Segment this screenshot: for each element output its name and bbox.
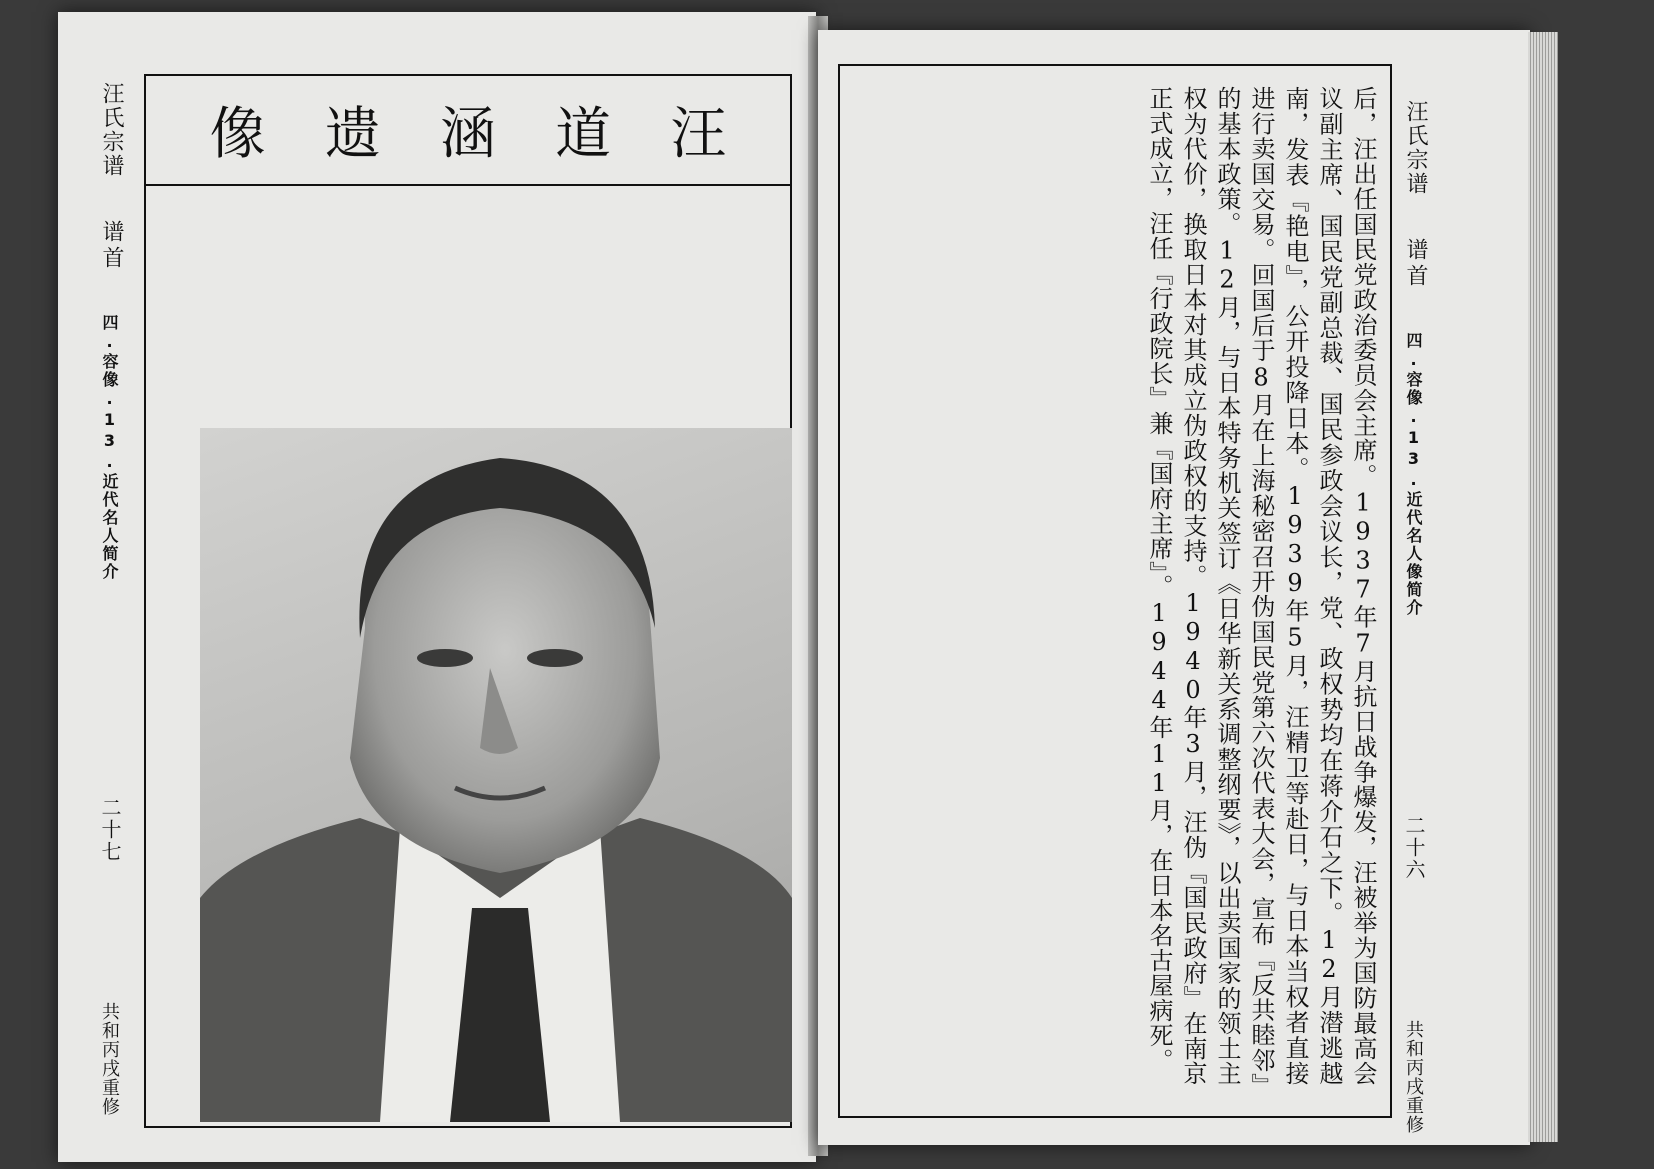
section-label: 谱首 [99,220,124,272]
portrait-title [146,76,790,186]
left-page [58,12,816,1162]
title-char: 道 [555,102,612,167]
portrait-photo [200,428,792,1122]
section-label: 谱首 [1403,238,1428,290]
right-margin-column [1392,30,1436,1145]
title-char: 涵 [439,102,496,167]
edition-label: 共和丙戌重修 [99,1002,120,1116]
title-char: 遗 [324,102,381,167]
title-char: 汪 [670,102,727,167]
biography-text: 后，汪出任国民党政治委员会主席。1937年7月抗日战争爆发，汪被举为国防最高会议副主席、国民党副总裁、国民参政会议长，党、政权势均在蒋介石之下。12月潜逃越南，发表『艳电』，公开投降日本。1939年5月，汪精卫等赴日，与日本当权者直接进行卖国交易。回国后于8月在上海秘密召开伪国民党第六次代表大会，宣布『反共睦邻』的基本政策。12月，与日本特务机关签订《日华新关系调整纲要》，以出卖国家的领土主权为代价，换取日本对其成立伪政权的支持。1940年3月，汪伪『国民政府』在南京正式成立，汪任『行政院长』兼『国府主席』。1944年11月，在日本名古屋病死。 [1145,86,1377,1086]
text-frame [838,64,1392,1118]
left-margin-column [88,12,132,1162]
portrait-frame [144,74,792,1128]
page-number: 二十六 [1402,815,1426,881]
clan-name: 汪氏宗谱 [99,82,124,178]
chapter-label: 四.容像.13.近代名人简介 [100,314,119,581]
clan-name: 汪氏宗谱 [1403,100,1428,196]
book-page-edges [1528,32,1558,1142]
page-number: 二十七 [98,797,122,863]
portrait-illustration [200,428,792,1122]
edition-label: 共和丙戌重修 [1403,1020,1424,1134]
title-char: 像 [209,102,266,167]
right-page [818,30,1530,1145]
chapter-label: 四.容像.13.近代名人像简介 [1404,332,1423,617]
